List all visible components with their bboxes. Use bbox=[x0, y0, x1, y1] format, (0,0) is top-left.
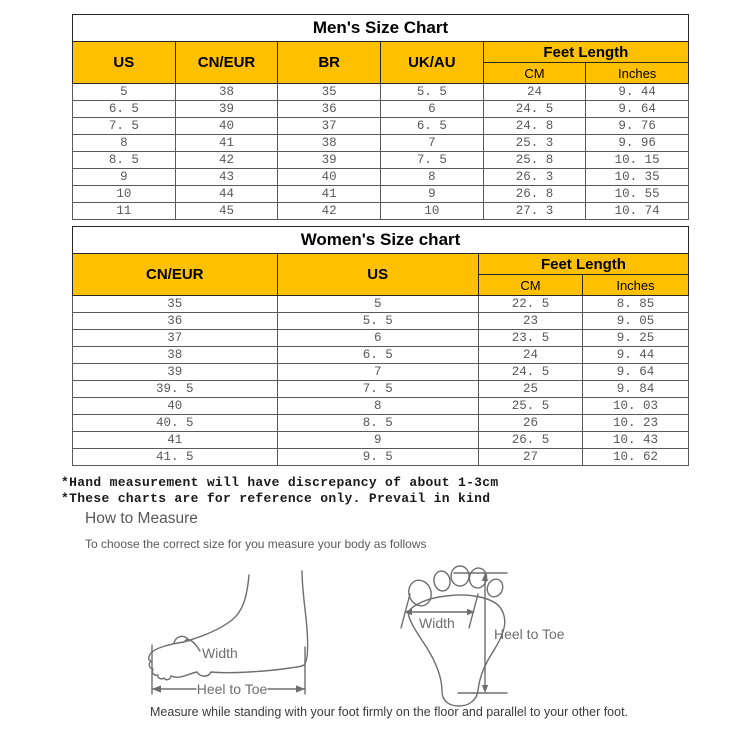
table-cell: 8 bbox=[277, 398, 478, 415]
table-cell: 39 bbox=[73, 364, 278, 381]
table-cell: 40. 5 bbox=[73, 415, 278, 432]
table-cell: 10. 03 bbox=[583, 398, 689, 415]
table-cell: 5 bbox=[73, 84, 176, 101]
foot-sole-line bbox=[171, 665, 304, 677]
col-header-feet-length: Feet Length bbox=[483, 42, 688, 63]
arrowhead-left-icon bbox=[152, 685, 161, 692]
table-cell: 26. 8 bbox=[483, 186, 586, 203]
table-cell: 10 bbox=[73, 186, 176, 203]
table-cell: 24 bbox=[483, 84, 586, 101]
col-header-cm: CM bbox=[478, 275, 582, 296]
table-cell: 9. 76 bbox=[586, 118, 689, 135]
table-cell: 9 bbox=[277, 432, 478, 449]
mens-table-body bbox=[73, 84, 689, 220]
table-cell: 26 bbox=[478, 415, 582, 432]
table-cell: 10. 23 bbox=[583, 415, 689, 432]
table-cell: 23. 5 bbox=[478, 330, 582, 347]
table-cell: 41 bbox=[278, 186, 381, 203]
table-row bbox=[73, 398, 689, 415]
table-cell: 35 bbox=[73, 296, 278, 313]
foot-toes-line bbox=[149, 642, 184, 680]
table-cell: 10. 35 bbox=[586, 169, 689, 186]
table-row bbox=[73, 101, 689, 118]
table-cell: 5. 5 bbox=[381, 84, 484, 101]
col-header-feet-length: Feet Length bbox=[478, 254, 688, 275]
table-cell: 24. 5 bbox=[483, 101, 586, 118]
table-cell: 41 bbox=[73, 432, 278, 449]
table-cell: 7. 5 bbox=[277, 381, 478, 398]
table-cell: 6 bbox=[277, 330, 478, 347]
table-cell: 36 bbox=[278, 101, 381, 118]
col-header-inches: Inches bbox=[586, 63, 689, 84]
table-cell: 9. 96 bbox=[586, 135, 689, 152]
table-cell: 40 bbox=[73, 398, 278, 415]
table-cell: 24. 8 bbox=[483, 118, 586, 135]
table-cell: 5 bbox=[277, 296, 478, 313]
foot-instep-line bbox=[184, 575, 249, 642]
table-cell: 42 bbox=[175, 152, 278, 169]
table-cell: 25. 5 bbox=[478, 398, 582, 415]
mens-size-table bbox=[72, 14, 689, 220]
foot-side-view-diagram bbox=[140, 563, 330, 708]
table-row bbox=[73, 313, 689, 330]
table-row bbox=[73, 432, 689, 449]
col-header-uk-au: UK/AU bbox=[381, 42, 484, 84]
table-cell: 9 bbox=[381, 186, 484, 203]
table-cell: 10. 55 bbox=[586, 186, 689, 203]
table-row bbox=[73, 381, 689, 398]
col-header-us: US bbox=[73, 42, 176, 84]
table-cell: 27 bbox=[478, 449, 582, 466]
disclaimer-notes bbox=[61, 475, 498, 506]
side-length-label: Heel to Toe bbox=[196, 681, 268, 697]
table-cell: 9. 5 bbox=[277, 449, 478, 466]
table-cell: 9. 05 bbox=[583, 313, 689, 330]
table-cell: 36 bbox=[73, 313, 278, 330]
table-cell: 5. 5 bbox=[277, 313, 478, 330]
how-to-measure-heading: How to Measure bbox=[85, 510, 198, 527]
table-cell: 7. 5 bbox=[73, 118, 176, 135]
mens-title-row bbox=[73, 15, 689, 42]
table-cell: 9. 64 bbox=[583, 364, 689, 381]
table-row bbox=[73, 186, 689, 203]
table-row bbox=[73, 330, 689, 347]
table-cell: 41 bbox=[175, 135, 278, 152]
sole-length-label: Heel to Toe bbox=[494, 626, 565, 642]
table-cell: 25. 3 bbox=[483, 135, 586, 152]
table-cell: 38 bbox=[175, 84, 278, 101]
side-width-label: Width bbox=[202, 645, 238, 661]
col-header-inches: Inches bbox=[583, 275, 689, 296]
table-cell: 45 bbox=[175, 203, 278, 220]
table-cell: 9. 64 bbox=[586, 101, 689, 118]
mens-header-row-1 bbox=[73, 42, 689, 63]
table-row bbox=[73, 118, 689, 135]
table-cell: 26. 5 bbox=[478, 432, 582, 449]
col-header-br: BR bbox=[278, 42, 381, 84]
col-header-cn-eur: CN/EUR bbox=[175, 42, 278, 84]
table-cell: 37 bbox=[278, 118, 381, 135]
table-cell: 38 bbox=[278, 135, 381, 152]
table-cell: 10 bbox=[381, 203, 484, 220]
table-cell: 24 bbox=[478, 347, 582, 364]
table-row bbox=[73, 203, 689, 220]
table-cell: 26. 3 bbox=[483, 169, 586, 186]
table-cell: 8. 5 bbox=[73, 152, 176, 169]
table-cell: 42 bbox=[278, 203, 381, 220]
col-header-us: US bbox=[277, 254, 478, 296]
big-toe-shape bbox=[406, 577, 435, 609]
womens-table-body bbox=[73, 296, 689, 466]
table-cell: 7 bbox=[381, 135, 484, 152]
table-cell: 22. 5 bbox=[478, 296, 582, 313]
table-cell: 25 bbox=[478, 381, 582, 398]
table-cell: 24. 5 bbox=[478, 364, 582, 381]
table-cell: 40 bbox=[175, 118, 278, 135]
table-row bbox=[73, 364, 689, 381]
table-cell: 8. 85 bbox=[583, 296, 689, 313]
measure-instruction-caption: Measure while standing with your foot firmly on the floor and parallel to your other foot. bbox=[150, 705, 629, 719]
table-row bbox=[73, 169, 689, 186]
how-to-measure-subtitle: To choose the correct size for you measure your body as follows bbox=[85, 537, 427, 551]
table-cell: 9. 44 bbox=[583, 347, 689, 364]
womens-table-title: Women's Size chart bbox=[73, 227, 689, 254]
table-cell: 9. 44 bbox=[586, 84, 689, 101]
col-header-cm: CM bbox=[483, 63, 586, 84]
table-cell: 7. 5 bbox=[381, 152, 484, 169]
col-header-cn-eur: CN/EUR bbox=[73, 254, 278, 296]
table-row bbox=[73, 449, 689, 466]
arrowhead-right-icon bbox=[296, 685, 305, 692]
table-cell: 10. 43 bbox=[583, 432, 689, 449]
table-cell: 7 bbox=[277, 364, 478, 381]
table-row bbox=[73, 135, 689, 152]
table-cell: 23 bbox=[478, 313, 582, 330]
foot-sole-view-diagram bbox=[398, 560, 580, 710]
table-cell: 39 bbox=[278, 152, 381, 169]
table-cell: 9 bbox=[73, 169, 176, 186]
table-cell: 10. 74 bbox=[586, 203, 689, 220]
table-cell: 27. 3 bbox=[483, 203, 586, 220]
sole-width-label: Width bbox=[419, 615, 455, 631]
table-row bbox=[73, 415, 689, 432]
table-cell: 9. 25 bbox=[583, 330, 689, 347]
arrowhead-down-icon bbox=[482, 685, 488, 693]
table-cell: 9. 84 bbox=[583, 381, 689, 398]
womens-size-table bbox=[72, 226, 689, 466]
table-cell: 11 bbox=[73, 203, 176, 220]
table-cell: 10. 15 bbox=[586, 152, 689, 169]
toe-shape bbox=[432, 570, 451, 592]
table-cell: 6. 5 bbox=[73, 101, 176, 118]
table-cell: 10. 62 bbox=[583, 449, 689, 466]
table-cell: 8 bbox=[381, 169, 484, 186]
table-cell: 41. 5 bbox=[73, 449, 278, 466]
toe-shape bbox=[451, 566, 469, 586]
table-row bbox=[73, 347, 689, 364]
womens-title-row bbox=[73, 227, 689, 254]
table-cell: 35 bbox=[278, 84, 381, 101]
table-cell: 8. 5 bbox=[277, 415, 478, 432]
table-cell: 6 bbox=[381, 101, 484, 118]
table-cell: 37 bbox=[73, 330, 278, 347]
table-cell: 25. 8 bbox=[483, 152, 586, 169]
table-row bbox=[73, 84, 689, 101]
table-cell: 44 bbox=[175, 186, 278, 203]
table-cell: 39. 5 bbox=[73, 381, 278, 398]
table-row bbox=[73, 152, 689, 169]
note-reference-only: *These charts are for reference only. Prevail in kind bbox=[61, 490, 491, 506]
table-cell: 6. 5 bbox=[381, 118, 484, 135]
table-row bbox=[73, 296, 689, 313]
womens-header-row-1 bbox=[73, 254, 689, 275]
table-cell: 38 bbox=[73, 347, 278, 364]
table-cell: 6. 5 bbox=[277, 347, 478, 364]
note-measurement-discrepancy: *Hand measurement will have discrepancy of about 1-3cm bbox=[61, 475, 499, 490]
table-cell: 40 bbox=[278, 169, 381, 186]
table-cell: 8 bbox=[73, 135, 176, 152]
table-cell: 43 bbox=[175, 169, 278, 186]
mens-table-title: Men's Size Chart bbox=[73, 15, 689, 42]
table-cell: 39 bbox=[175, 101, 278, 118]
